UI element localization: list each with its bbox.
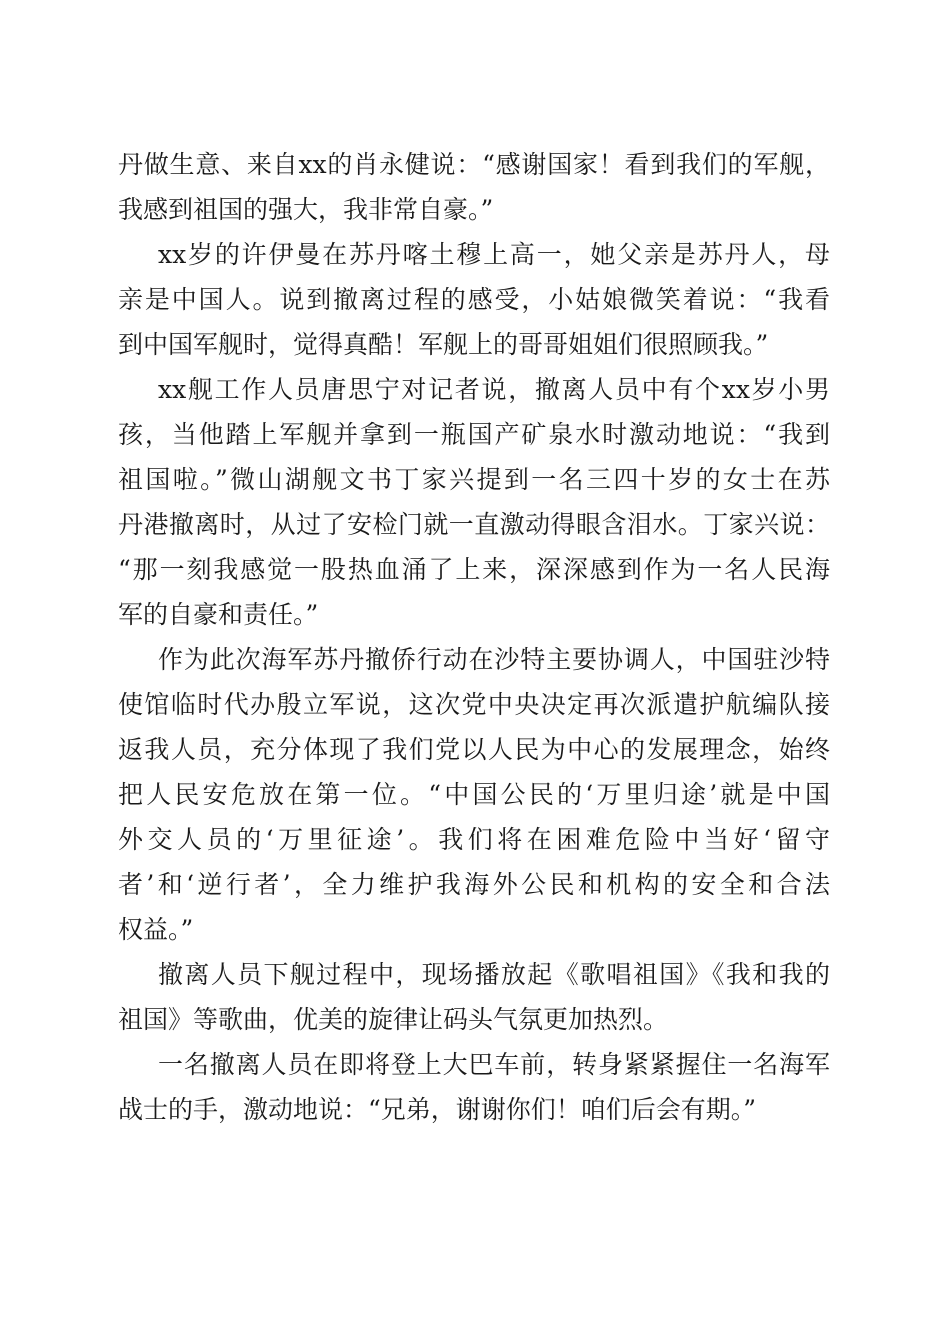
text-line: 撤离人员下舰过程中，现场播放起《歌唱祖国》《我和我的 bbox=[158, 960, 830, 989]
text-line: 返我人员，充分体现了我们党以人民为中心的发展理念，始终 bbox=[118, 735, 830, 764]
text-line: 我感到祖国的强大，我非常自豪。” bbox=[118, 195, 494, 224]
text-line: 权益。” bbox=[118, 915, 194, 944]
text-line: 丹港撤离时，从过了安检门就一直激动得眼含泪水。丁家兴说： bbox=[118, 510, 830, 539]
text-line: 祖国》等歌曲，优美的旋律让码头气氛更加热烈。 bbox=[118, 1005, 669, 1034]
text-line: 军的自豪和责任。” bbox=[118, 600, 319, 629]
text-line: xx岁的许伊曼在苏丹喀土穆上高一，她父亲是苏丹人，母 bbox=[158, 240, 830, 269]
text-line: 外交人员的‘万里征途’。我们将在困难危险中当好‘留守 bbox=[118, 825, 830, 854]
text-line: 孩，当他踏上军舰并拿到一瓶国产矿泉水时激动地说：“我到 bbox=[118, 420, 830, 449]
text-line: 战士的手，激动地说：“兄弟，谢谢你们！咱们后会有期。” bbox=[118, 1095, 757, 1124]
text-line: 使馆临时代办殷立军说，这次党中央决定再次派遣护航编队接 bbox=[118, 690, 830, 719]
text-line: 把人民安危放在第一位。“中国公民的‘万里归途’就是中国 bbox=[118, 780, 830, 809]
text-line: 祖国啦。”微山湖舰文书丁家兴提到一名三四十岁的女士在苏 bbox=[118, 465, 830, 494]
text-line: 到中国军舰时，觉得真酷！军舰上的哥哥姐姐们很照顾我。” bbox=[118, 330, 769, 359]
text-line: 一名撤离人员在即将登上大巴车前，转身紧紧握住一名海军 bbox=[158, 1050, 830, 1079]
text-line: xx舰工作人员唐思宁对记者说，撤离人员中有个xx岁小男 bbox=[158, 375, 830, 404]
text-line: 亲是中国人。说到撤离过程的感受，小姑娘微笑着说：“我看 bbox=[118, 285, 830, 314]
text-line: 者’和‘逆行者’，全力维护我海外公民和机构的安全和合法 bbox=[118, 870, 830, 899]
text-line: 作为此次海军苏丹撤侨行动在沙特主要协调人，中国驻沙特 bbox=[158, 645, 830, 674]
text-line: 丹做生意、来自xx的肖永健说：“感谢国家！看到我们的军舰， bbox=[118, 150, 830, 179]
text-line: “那一刻我感觉一股热血涌了上来，深深感到作为一名人民海 bbox=[118, 555, 830, 584]
